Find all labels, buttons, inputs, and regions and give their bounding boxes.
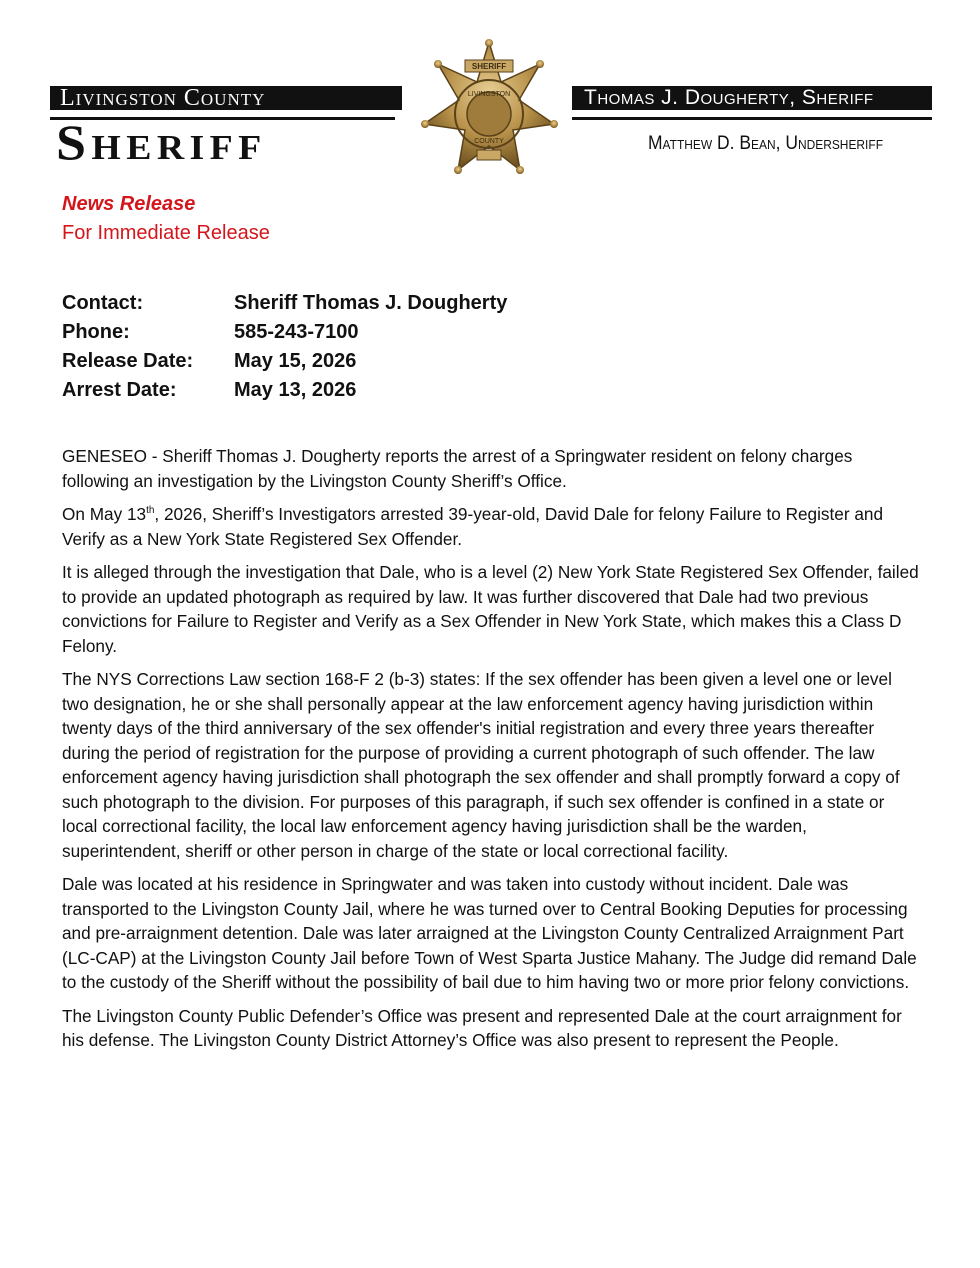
meta-label: Arrest Date: <box>62 379 177 401</box>
meta-row-contact <box>62 289 507 318</box>
meta-value: May 13, 2026 <box>234 379 357 401</box>
paragraph-intro: GENESEO - Sheriff Thomas J. Dougherty reports the arrest of a Springwater resident on felony charges following an investigation by the Livingston County Sheriff’s Office. <box>62 446 853 491</box>
svg-text:LIVINGSTON: LIVINGSTON <box>467 91 511 98</box>
release-body <box>62 444 922 1062</box>
meta-value: Sheriff Thomas J. Dougherty <box>234 292 508 314</box>
paragraph-law: The NYS Corrections Law section 168-F 2 (b-3) states: If the sex offender has been given a level one or level two designation, he or she shall personally appear at the law enforcement agency having jurisdiction within twenty days of the third anniversary of the sex offender's initial registration and every three years thereafter during the period of registration for the purpose of providing a current photograph of such offender. The law enforcement agency having jurisdiction shall photograph the sex offender and shall promptly forward a copy of such photograph to the division. For purposes of this paragraph, if such sex offender is confined in a state or local correctional facility, the local law enforcement agency having jurisdiction shall be the warden, superintendent, sheriff or other person in charge of the state or local correctional facility. <box>62 669 900 861</box>
news-release-heading: News Release <box>62 193 196 215</box>
paragraph-arrest-date: On May 13 <box>62 504 147 524</box>
paragraph-defense: The Livingston County Public Defender’s Office was present and represented Dale at the court arraignment for his defense. The Livingston County District Attorney’s Office was also present to represent the People. <box>62 1005 902 1050</box>
undersheriff-name: Matthew D. Bean, Undersheriff <box>648 133 884 154</box>
department-name: Sheriff <box>56 114 267 170</box>
paragraph-arrest-text: , 2026, Sheriff’s Investigators arrested 39-year-old, David Dale for felony Failure to Register and Verify as a New York State Registered Sex Offender. <box>62 504 884 549</box>
sheriff-name: Thomas J. Dougherty, Sheriff <box>584 86 874 109</box>
svg-text:SHERIFF: SHERIFF <box>471 62 507 71</box>
release-metadata <box>62 289 507 405</box>
paragraph-custody: Dale was located at his residence in Springwater and was taken into custody without incident. Dale was transported to the Livingston County Jail, where he was turned over to Central Booking Deputies for processing and pre-arraignment detention. Dale was later arraigned at the Livingston County Centralized Arraignment Part (LC-CAP) at the Livingston County Jail before Town of West Sparta Justice Mahany. The Judge did remand Dale to the custody of the Sheriff without the possibility of bail due to him having two or more prior felony convictions. <box>62 874 917 992</box>
meta-value: 585-243-7100 <box>234 321 359 343</box>
meta-value: May 15, 2026 <box>234 350 357 372</box>
sheriff-star-badge-icon <box>420 38 558 186</box>
county-name: Livingston County <box>60 85 266 111</box>
meta-row-phone <box>62 318 507 347</box>
meta-label: Phone: <box>62 321 130 343</box>
meta-row-arrest-date <box>62 376 507 405</box>
meta-row-release-date <box>62 347 507 376</box>
svg-text:COUNTY: COUNTY <box>474 138 504 145</box>
paragraph-allegation: It is alleged through the investigation that Dale, who is a level (2) New York State Registered Sex Offender, failed to provide an updated photograph as required by law. It was further discovered that Dale had two previous convictions for Failure to Register and Verify as a Sex Offender in New York State, which makes this a Class D Felony. <box>62 562 919 656</box>
paragraph-arrest <box>62 502 922 551</box>
immediate-release-label: For Immediate Release <box>62 222 270 244</box>
meta-label: Release Date: <box>62 350 194 372</box>
ordinal-suffix: th <box>146 505 155 516</box>
right-divider-rule <box>572 117 932 120</box>
meta-label: Contact: <box>62 292 144 314</box>
